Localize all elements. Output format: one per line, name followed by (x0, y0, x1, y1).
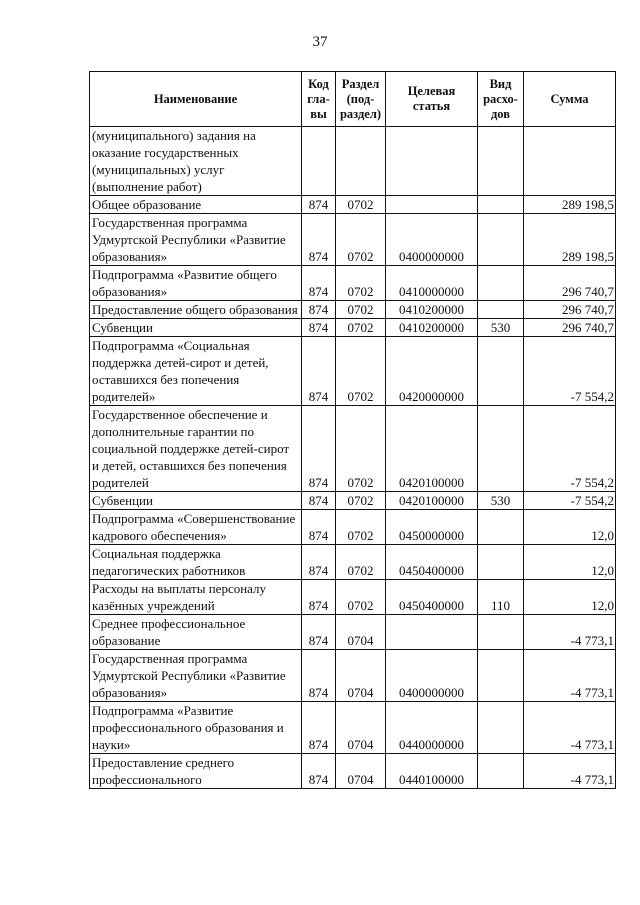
table-row (90, 319, 616, 337)
cell-name: Расходы на выплаты персоналу казённых учреждений (90, 580, 302, 615)
header-celevaya: Целевая статья (386, 72, 478, 127)
cell-summa: 296 740,7 (524, 301, 616, 319)
table-row (90, 337, 616, 406)
cell-razdel: 0702 (336, 510, 386, 545)
cell-name: Подпрограмма «Совершенствование кадрового обеспечения» (90, 510, 302, 545)
table-row (90, 545, 616, 580)
cell-celevaya: 0410000000 (386, 266, 478, 301)
cell-celevaya: 0440100000 (386, 754, 478, 789)
table-row (90, 127, 616, 196)
cell-kod: 874 (302, 580, 336, 615)
cell-vid (478, 702, 524, 754)
cell-razdel: 0702 (336, 214, 386, 266)
page-number: 37 (312, 34, 328, 50)
cell-celevaya: 0420100000 (386, 406, 478, 492)
cell-razdel: 0702 (336, 266, 386, 301)
cell-razdel (336, 127, 386, 196)
cell-name: (муниципального) задания на оказание государственных (муниципальных) услуг (выполнение работ) (90, 127, 302, 196)
cell-vid (478, 754, 524, 789)
cell-razdel: 0702 (336, 580, 386, 615)
cell-kod: 874 (302, 337, 336, 406)
cell-vid (478, 337, 524, 406)
cell-summa (524, 127, 616, 196)
cell-summa: 296 740,7 (524, 266, 616, 301)
cell-name: Государственное обеспечение и дополнительные гарантии по социальной поддержке детей-сирот и детей, оставшихся без попечения родителей (90, 406, 302, 492)
cell-celevaya: 0410200000 (386, 319, 478, 337)
cell-celevaya: 0410200000 (386, 301, 478, 319)
cell-vid (478, 214, 524, 266)
cell-kod: 874 (302, 510, 336, 545)
table-row (90, 702, 616, 754)
cell-celevaya: 0450000000 (386, 510, 478, 545)
header-kod: Код гла- вы (302, 72, 336, 127)
cell-summa: -7 554,2 (524, 492, 616, 510)
cell-vid (478, 266, 524, 301)
budget-table (89, 71, 616, 789)
header-razdel: Раздел (под- раздел) (336, 72, 386, 127)
cell-celevaya: 0420000000 (386, 337, 478, 406)
cell-vid (478, 510, 524, 545)
cell-name: Общее образование (90, 196, 302, 214)
table-row (90, 196, 616, 214)
header-summa: Сумма (524, 72, 616, 127)
cell-name: Подпрограмма «Развитие общего образования» (90, 266, 302, 301)
cell-razdel: 0704 (336, 754, 386, 789)
cell-name: Социальная поддержка педагогических работников (90, 545, 302, 580)
cell-kod: 874 (302, 214, 336, 266)
header-vid: Вид расхо- дов (478, 72, 524, 127)
cell-razdel: 0702 (336, 545, 386, 580)
cell-name: Субвенции (90, 492, 302, 510)
table-row (90, 406, 616, 492)
cell-razdel: 0702 (336, 337, 386, 406)
cell-razdel: 0702 (336, 492, 386, 510)
cell-celevaya: 0450400000 (386, 580, 478, 615)
cell-vid (478, 196, 524, 214)
cell-razdel: 0704 (336, 615, 386, 650)
table-row (90, 214, 616, 266)
cell-vid: 530 (478, 492, 524, 510)
cell-celevaya: 0440000000 (386, 702, 478, 754)
cell-kod: 874 (302, 545, 336, 580)
cell-vid (478, 406, 524, 492)
table-row (90, 301, 616, 319)
cell-celevaya: 0420100000 (386, 492, 478, 510)
cell-vid (478, 545, 524, 580)
cell-summa: 289 198,5 (524, 196, 616, 214)
cell-kod: 874 (302, 406, 336, 492)
cell-celevaya: 0450400000 (386, 545, 478, 580)
cell-razdel: 0704 (336, 650, 386, 702)
cell-summa: -4 773,1 (524, 754, 616, 789)
cell-name: Подпрограмма «Социальная поддержка детей-сирот и детей, оставшихся без попечения родителей» (90, 337, 302, 406)
cell-name: Государственная программа Удмуртской Республики «Развитие образования» (90, 214, 302, 266)
cell-name: Среднее профессиональное образование (90, 615, 302, 650)
cell-kod: 874 (302, 702, 336, 754)
cell-celevaya (386, 196, 478, 214)
cell-razdel: 0702 (336, 406, 386, 492)
cell-vid (478, 127, 524, 196)
cell-summa: -4 773,1 (524, 615, 616, 650)
cell-razdel: 0702 (336, 301, 386, 319)
cell-summa: 12,0 (524, 510, 616, 545)
cell-name: Предоставление общего образования (90, 301, 302, 319)
table-row (90, 615, 616, 650)
cell-summa: -7 554,2 (524, 406, 616, 492)
cell-name: Субвенции (90, 319, 302, 337)
cell-razdel: 0704 (336, 702, 386, 754)
cell-vid (478, 650, 524, 702)
cell-summa: 289 198,5 (524, 214, 616, 266)
table-row (90, 492, 616, 510)
cell-kod: 874 (302, 492, 336, 510)
cell-vid: 530 (478, 319, 524, 337)
cell-name: Подпрограмма «Развитие профессионального образования и науки» (90, 702, 302, 754)
cell-kod: 874 (302, 650, 336, 702)
cell-celevaya: 0400000000 (386, 650, 478, 702)
cell-celevaya: 0400000000 (386, 214, 478, 266)
cell-vid (478, 615, 524, 650)
cell-summa: -4 773,1 (524, 650, 616, 702)
cell-summa: 12,0 (524, 580, 616, 615)
table-header-row (90, 72, 616, 127)
cell-celevaya (386, 127, 478, 196)
cell-razdel: 0702 (336, 319, 386, 337)
table-row (90, 580, 616, 615)
cell-kod: 874 (302, 754, 336, 789)
cell-summa: -7 554,2 (524, 337, 616, 406)
cell-kod (302, 127, 336, 196)
cell-kod: 874 (302, 615, 336, 650)
cell-celevaya (386, 615, 478, 650)
cell-name: Государственная программа Удмуртской Республики «Развитие образования» (90, 650, 302, 702)
cell-vid: 110 (478, 580, 524, 615)
cell-name: Предоставление среднего профессионального (90, 754, 302, 789)
table-row (90, 266, 616, 301)
cell-kod: 874 (302, 266, 336, 301)
cell-kod: 874 (302, 196, 336, 214)
cell-razdel: 0702 (336, 196, 386, 214)
cell-summa: -4 773,1 (524, 702, 616, 754)
cell-kod: 874 (302, 319, 336, 337)
cell-summa: 12,0 (524, 545, 616, 580)
cell-vid (478, 301, 524, 319)
cell-summa: 296 740,7 (524, 319, 616, 337)
header-name: Наименование (90, 72, 302, 127)
table-row (90, 754, 616, 789)
table-row (90, 510, 616, 545)
table-row (90, 650, 616, 702)
cell-kod: 874 (302, 301, 336, 319)
